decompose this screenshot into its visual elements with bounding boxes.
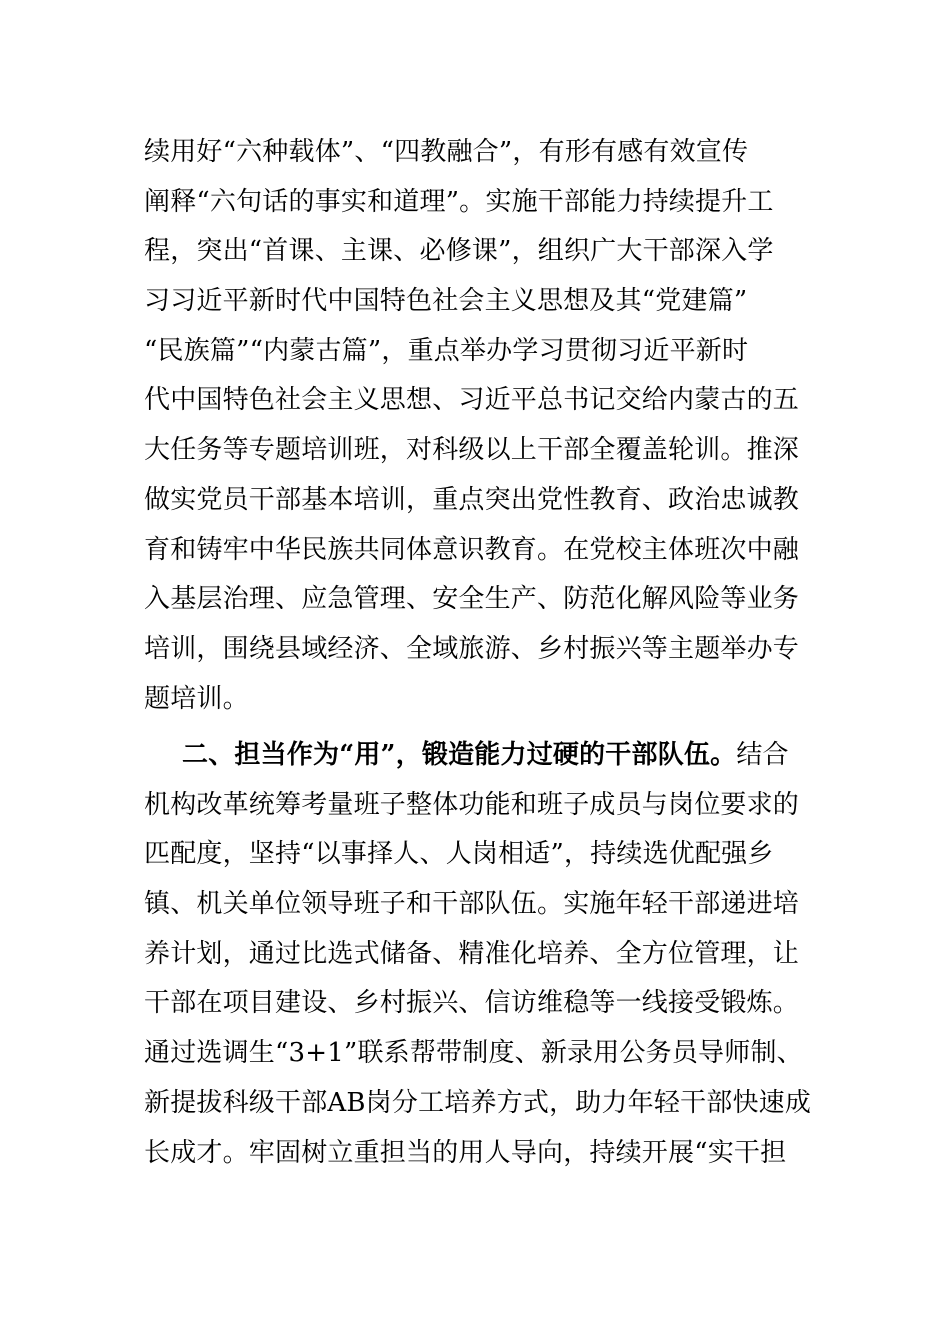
paragraph-1 xyxy=(144,128,804,724)
text-line: 阐释“六句话的事实和道理”。实施干部能力持续提升工 xyxy=(144,186,774,217)
text-line: 匹配度，坚持“以事择人、人岗相适”，持续选优配强乡 xyxy=(144,839,774,870)
text-line: 做实党员干部基本培训，重点突出党性教育、政治忠诚教 xyxy=(144,484,800,515)
text-line: 代中国特色社会主义思想、习近平总书记交给内蒙古的五 xyxy=(144,385,800,416)
text-line: 育和铸牢中华民族共同体意识教育。在党校主体班次中融 xyxy=(144,534,800,565)
text-line: 养计划，通过比选式储备、精准化培养、全方位管理，让 xyxy=(144,938,800,969)
text-line: 习习近平新时代中国特色社会主义思想及其“党建篇” xyxy=(144,286,748,317)
text-line: 长成才。牢固树立重担当的用人导向，持续开展“实干担 xyxy=(144,1137,787,1168)
text-fragment: 结合 xyxy=(736,740,789,770)
paragraph-2-first-line xyxy=(144,731,804,781)
text-line: 新提拔科级干部AB岗分工培养方式，助力年轻干部快速成 xyxy=(144,1087,812,1118)
text-line: 镇、机关单位领导班子和干部队伍。实施年轻干部递进培 xyxy=(144,889,800,920)
text-line: 干部在项目建设、乡村振兴、信访维稳等一线接受锻炼。 xyxy=(144,988,800,1019)
text-line: 题培训。 xyxy=(144,683,249,714)
text-line: 培训，围绕县域经济、全域旅游、乡村振兴等主题举办专 xyxy=(144,633,800,664)
text-line: 通过选调生“3+1”联系帮带制度、新录用公务员导师制、 xyxy=(144,1038,803,1069)
text-line: 入基层治理、应急管理、安全生产、防范化解风险等业务 xyxy=(144,584,800,615)
text-line: 大任务等专题培训班，对科级以上干部全覆盖轮训。推深 xyxy=(144,435,800,466)
text-line: 程，突出“首课、主课、必修课”，组织广大干部深入学 xyxy=(144,236,774,267)
text-line: 续用好“六种载体”、“四教融合”，有形有感有效宣传 xyxy=(144,137,749,167)
section-heading: 二、担当作为“用”，锻造能力过硬的干部队伍。 xyxy=(182,740,737,770)
text-line: 机构改革统筹考量班子整体功能和班子成员与岗位要求的 xyxy=(144,789,800,820)
paragraph-2 xyxy=(144,731,812,1178)
text-line: “民族篇”“内蒙古篇”，重点举办学习贯彻习近平新时 xyxy=(144,335,749,366)
